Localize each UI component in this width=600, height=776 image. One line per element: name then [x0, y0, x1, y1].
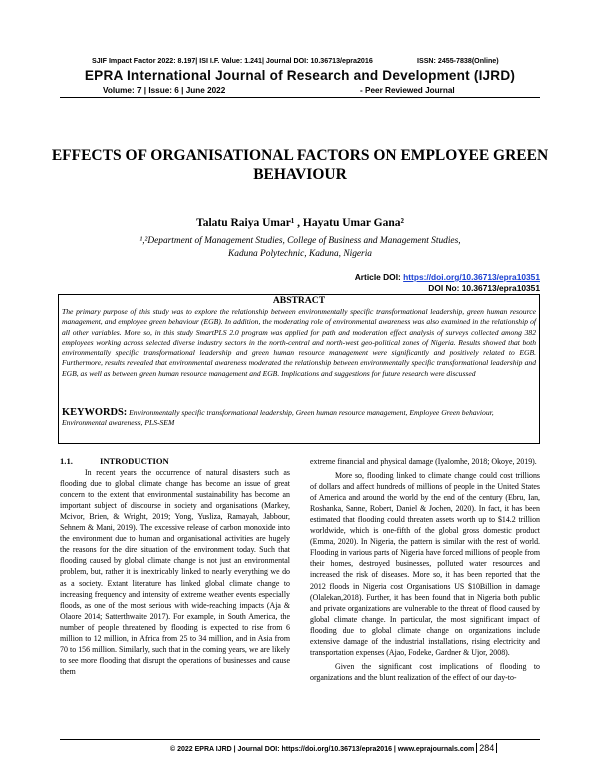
paper-title: EFFECTS OF ORGANISATIONAL FACTORS ON EMPLOYEE GREEN BEHAVIOUR [51, 147, 549, 183]
peer-reviewed-label: - Peer Reviewed Journal [360, 86, 455, 95]
affiliation-line-1: ¹,²Department of Management Studies, College of Business and Management Studies, [139, 236, 461, 246]
affiliation-line-2: Kaduna Polytechnic, Kaduna, Nigeria [228, 249, 372, 259]
page-number: 284 [476, 743, 497, 753]
section-heading [60, 456, 290, 467]
author-names: Talatu Raiya Umar¹ , Hayatu Umar Gana² [196, 217, 404, 229]
header-rule [60, 97, 540, 98]
keywords-label: KEYWORDS: [62, 407, 128, 418]
journal-metadata-line [92, 57, 552, 65]
footer-rule [60, 739, 540, 740]
article-doi-label: Article DOI: [354, 272, 404, 282]
footer-text: © 2022 EPRA IJRD | Journal DOI: https://doi.org/10.36713/epra2016 | www.eprajournals.com [170, 746, 475, 753]
section-number: 1.1. [60, 456, 73, 466]
right-paragraph-1: extreme financial and physical damage (Iyalomhe, 2018; Okoye, 2019). [310, 457, 537, 466]
section-title: INTRODUCTION [100, 456, 169, 466]
abstract-heading: ABSTRACT [272, 295, 326, 306]
article-doi-link[interactable]: https://doi.org/10.36713/epra10351 [403, 272, 540, 282]
keywords [62, 408, 536, 429]
right-column [310, 456, 540, 683]
page-footer [170, 743, 550, 753]
left-column [60, 456, 290, 677]
article-doi [340, 272, 540, 282]
right-paragraph-2: More so, flooding linked to climate change could cost trillions of dollars and affect hundreds of millions of people in the United States of America and around the world by the end of the century (Ebru, Ian, Roshanka, Sanne, Robert, Daniel & Jochen, 2020). In fact, it has been estimated that flooding could threaten assets worth up to $14.2 trillion worldwide, which is one-fifth of the global gross domestic product (Emma, 2020). In Nigeria, the pattern is similar with the rest of world. Flooding in various parts of Nigeria have forced millions of people from their homes, destroyed businesses, polluted water resources and increased the risk of diseases. More so, it has been reported that the 2012 floods in Nigeria cost Organisations US $10Billion in damage (Olalekan,2018). Further, it has been found that in Nigeria both public and private organizations are vulnerable to the threat of flood caused by global climate change. In particular, the most significant impact of flooding due to global climate change on organizations include extensive damage of the industrial installations, rising electricity and transportation expenses (Ajao, Fodeke, Gardner & Ujor, 2008). [310, 471, 540, 657]
abstract-body: The primary purpose of this study was to explore the relationship between environmentally specific transformational leadership, green human resource management, and employee green behaviour (EGB). In addition, the moderating role of environmental awareness was also examined in the relationship of all other variables. More so, in this study SmartPLS 2.0 program was applied for path and moderation effect analysis of surveys collected among 382 employees working across selected diverse industry sectors in the north-central and north-west geo-political zones of Nigeria. Results showed that both environmentally specific transformational leadership and green human resource management were significantly and positively related to EGB. Furthermore, results revealed that environmental awareness moderated the relationship between environmentally specific transformational leadership and EGB, as well as between green human resource management and EGB. Implications and suggestions for future research were discussed [62, 307, 536, 378]
intro-paragraph: In recent years the occurrence of natural disasters such as flooding due to global climate change has become an issue of great concern to the extent that environmental sustainability has become an important subject of discourse in society and organisations (Markey, Mcivor, Brien, & Wright, 2019; Yong, Yusliza, Ramayah, Jabbour, Sehnem & Mani, 2019). The excessive release of carbon monoxide into the environment due to human and organisational activities are hugely the reasons for the dire situation of the environment today. Such that flooding caused by global climate change is not just an environmental problem, but, rather it is inextricably linked to nearly everything we do as a society. Extant literature has linked global climate change to increasing frequency and intensity of extreme weather events especially floods, as one of the most serious with wide-reaching impacts (Aja & Olaore 2014; Satterthwaite 2017). For example, in South America, the number of people threatened by flooding is expected to rise from 6 million to 12 million, in Africa from 25 to 34 million, and in Asia from 70 to 156 million. Similarly, such that in the coming years, we are likely to see more flooding that disrupt the operations of businesses and cause them [60, 468, 290, 676]
volume-issue: Volume: 7 | Issue: 6 | June 2022 [103, 86, 226, 95]
keywords-text: Environmentally specific transformational leadership, Green human resource management, Employee Green behaviour, Environmental awareness, PLS-SEM [62, 408, 494, 428]
journal-name: EPRA International Journal of Research and Development (IJRD) [84, 68, 516, 83]
issn-text: ISSN: 2455-7838(Online) [417, 57, 499, 65]
author-affiliation [0, 235, 600, 261]
doi-number: DOI No: 10.36713/epra10351 [428, 283, 540, 293]
impact-factor-text: SJIF Impact Factor 2022: 8.197| ISI I.F. Value: 1.241| Journal DOI: 10.36713/epra2016 [92, 57, 373, 65]
right-paragraph-3: Given the significant cost implications of flooding to organizations and the blunt realization of the effect of our day-to- [310, 661, 540, 682]
